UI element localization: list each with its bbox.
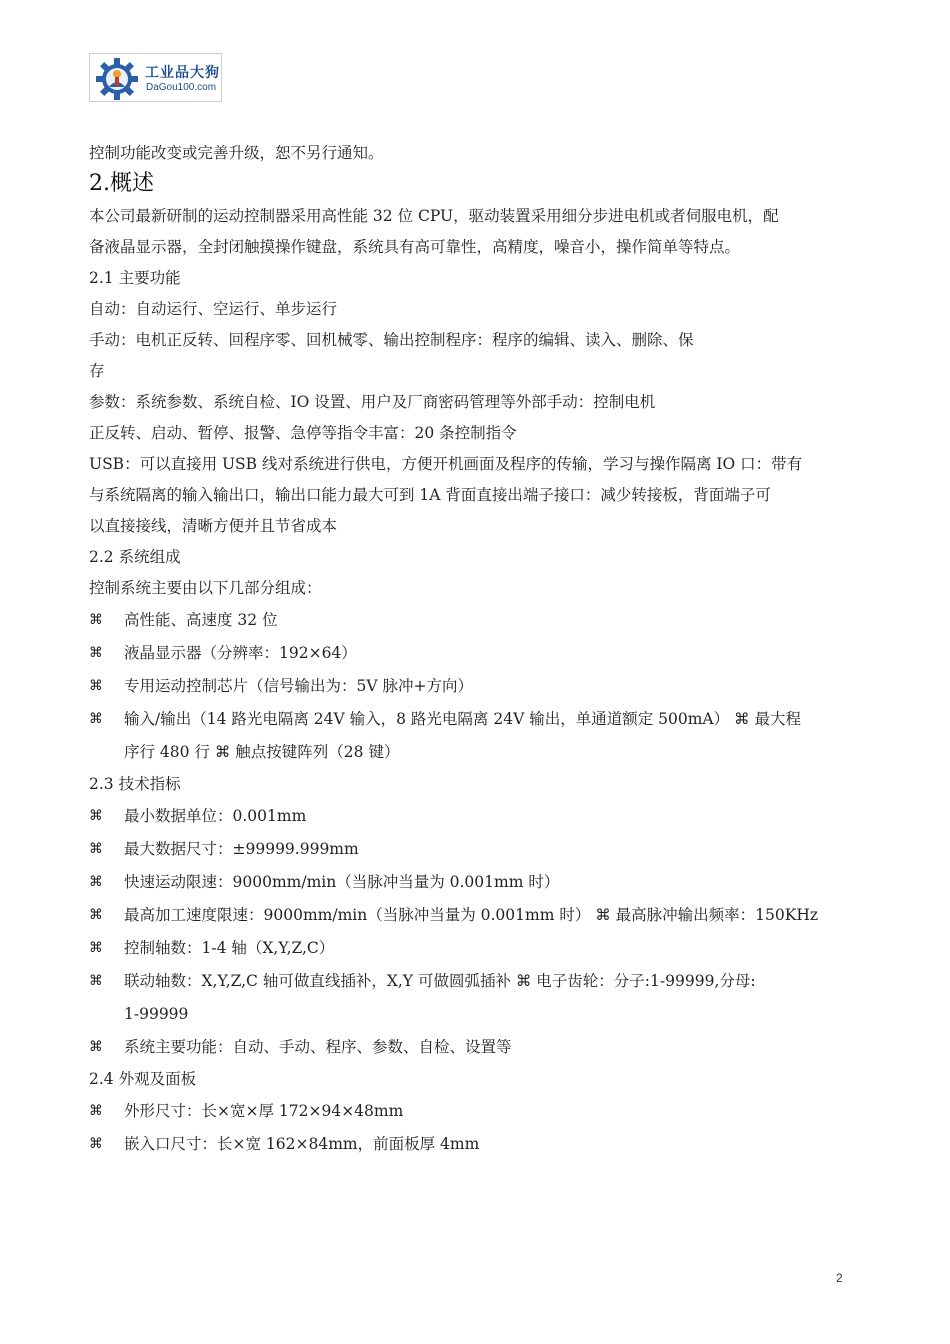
- function-usb-cont: 与系统隔离的输入输出口，输出口能力最大可到 1A 背面直接出端子接口：减少转接板，背面端子可: [89, 486, 771, 504]
- composition-intro: 控制系统主要由以下几部分组成：: [89, 579, 322, 597]
- list-item: ⌘ 系统主要功能：自动、手动、程序、参数、自检、设置等: [89, 1031, 869, 1064]
- list-item: ⌘ 外形尺寸：长×宽×厚 172×94×48mm: [89, 1095, 869, 1128]
- bullet-icon: ⌘: [89, 711, 103, 727]
- logo-text-cn: 工业品大狗: [145, 65, 220, 81]
- list-item: ⌘ 输入/输出（14 路光电隔离 24V 输入，8 路光电隔离 24V 输出，单通道额定 500mA） ⌘ 最大程 序行 480 行 ⌘ 触点按键阵列（28 键）: [89, 703, 869, 769]
- bullet-icon: ⌘: [89, 808, 103, 824]
- logo-text-en: DaGou100.com: [146, 82, 217, 93]
- list-item: ⌘ 高性能、高速度 32 位: [89, 604, 869, 637]
- company-logo: [89, 53, 222, 102]
- subsection-title: 2.4 外观及面板: [89, 1070, 197, 1088]
- bullet-icon: ⌘: [89, 1136, 103, 1152]
- function-param-cont: 正反转、启动、暂停、报警、急停等指令丰富：20 条控制指令: [89, 424, 517, 442]
- bullet-icon: ⌘: [89, 678, 103, 694]
- list-item: ⌘ 最大数据尺寸：±99999.999mm: [89, 833, 869, 866]
- function-usb-cont: 以直接接线，清晰方便并且节省成本: [89, 517, 338, 535]
- bullet-icon: ⌘: [89, 645, 103, 661]
- list-item: ⌘ 控制轴数：1-4 轴（X,Y,Z,C）: [89, 932, 869, 965]
- list-item: ⌘ 联动轴数：X,Y,Z,C 轴可做直线插补，X,Y 可做圆弧插补 ⌘ 电子齿轮：分子:1-99999,分母: 1-99999: [89, 965, 869, 1031]
- bullet-icon: ⌘: [89, 874, 103, 890]
- bullet-icon: ⌘: [89, 1039, 103, 1055]
- section-title: 2.概述: [89, 171, 154, 196]
- overview-paragraph-line: 本公司最新研制的运动控制器采用高性能 32 位 CPU，驱动装置采用细分步进电机或者伺服电机，配: [89, 207, 779, 225]
- function-param: 参数：系统参数、系统自检、IO 设置、用户及厂商密码管理等外部手动：控制电机: [89, 393, 656, 411]
- function-usb: USB：可以直接用 USB 线对系统进行供电，方便开机画面及程序的传输，学习与操作隔离 IO 口：带有: [89, 455, 803, 473]
- function-manual-cont: 存: [89, 362, 105, 380]
- bullet-icon: ⌘: [89, 1103, 103, 1119]
- list-item: ⌘ 最小数据单位：0.001mm: [89, 800, 869, 833]
- bullet-icon: ⌘: [89, 973, 103, 989]
- subsection-title: 2.3 技术指标: [89, 775, 181, 793]
- intro-line: 控制功能改变或完善升级，恕不另行通知。: [89, 144, 384, 162]
- list-item: ⌘ 快速运动限速：9000mm/min（当脉冲当量为 0.001mm 时）: [89, 866, 869, 899]
- overview-paragraph-line: 备液晶显示器，全封闭触摸操作键盘，系统具有高可靠性，高精度，噪音小，操作简单等特点。: [89, 238, 741, 256]
- bullet-icon: ⌘: [89, 841, 103, 857]
- function-manual: 手动：电机正反转、回程序零、回机械零、输出控制程序：程序的编辑、读入、删除、保: [89, 331, 694, 349]
- bullet-icon: ⌘: [89, 612, 103, 628]
- list-item: ⌘ 最高加工速度限速：9000mm/min（当脉冲当量为 0.001mm 时） ⌘ 最高脉冲输出频率：150KHz: [89, 899, 869, 932]
- bullet-icon: ⌘: [89, 907, 103, 923]
- subsection-title: 2.1 主要功能: [89, 269, 181, 287]
- bullet-icon: ⌘: [89, 940, 103, 956]
- list-item: ⌘ 嵌入口尺寸：长×宽 162×84mm，前面板厚 4mm: [89, 1128, 869, 1161]
- gear-globe-logo-icon: [95, 57, 139, 101]
- function-auto: 自动：自动运行、空运行、单步运行: [89, 300, 338, 318]
- document-body: [89, 138, 869, 1161]
- page-number: 2: [836, 1271, 843, 1285]
- list-item: ⌘ 专用运动控制芯片（信号输出为：5V 脉冲+方向）: [89, 670, 869, 703]
- subsection-title: 2.2 系统组成: [89, 548, 181, 566]
- list-item: ⌘ 液晶显示器（分辨率：192×64）: [89, 637, 869, 670]
